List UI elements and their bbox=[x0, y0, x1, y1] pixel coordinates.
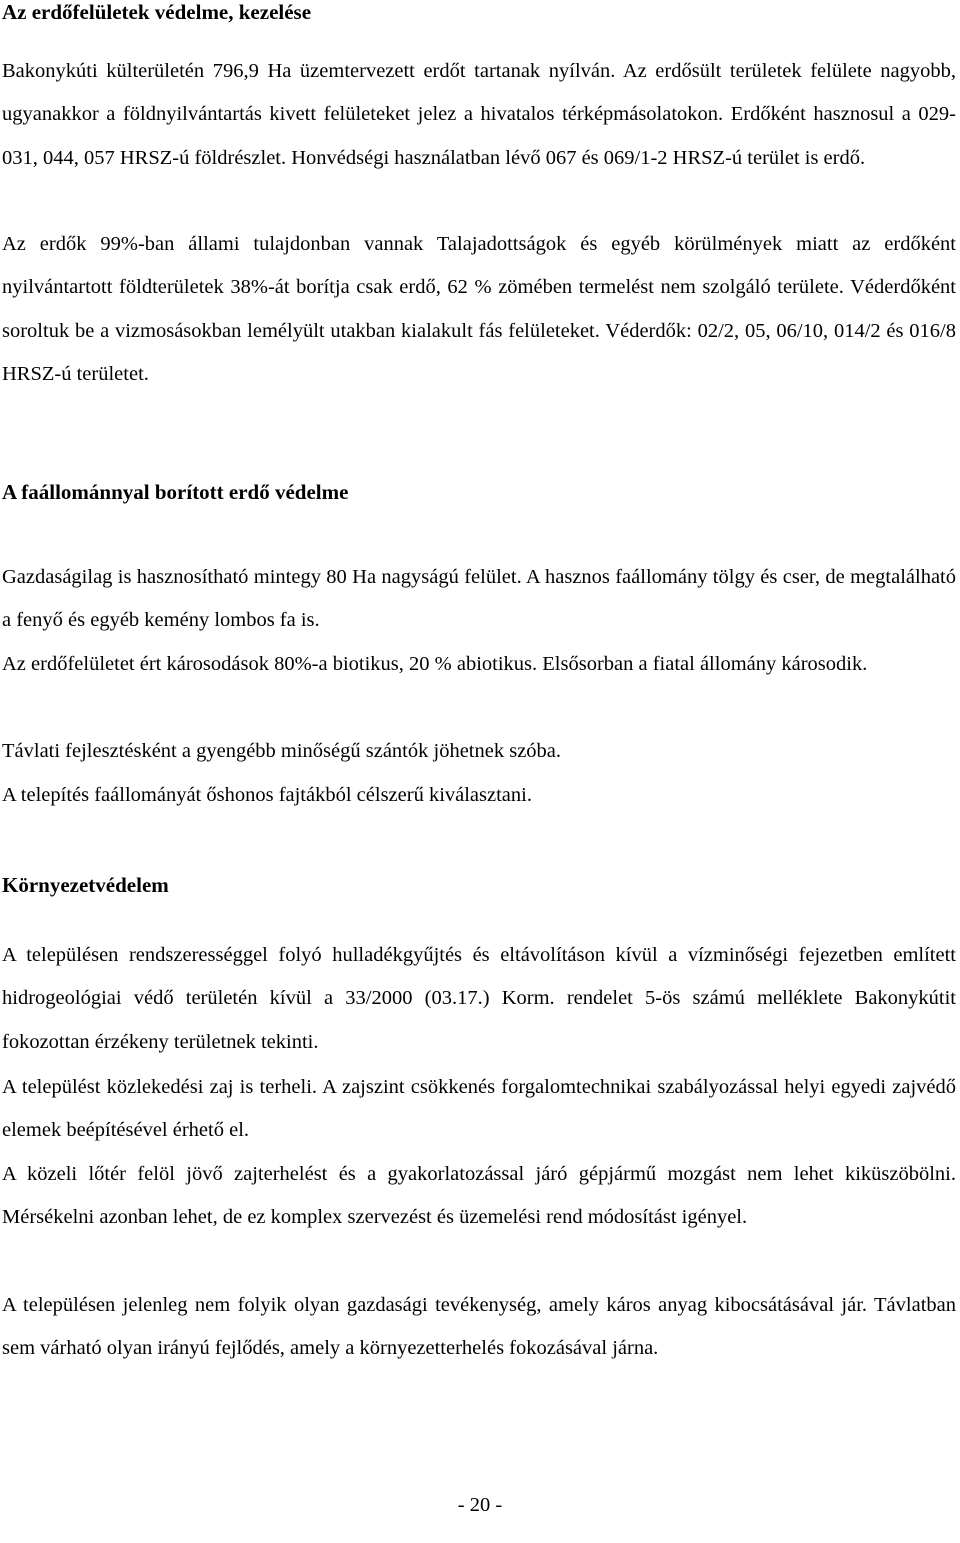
paragraph-waste: A településen rendszerességgel folyó hulladékgyűjtés és eltávolításon kívül a vízminőségi fejezetben említett hidrogeológiai védő területén kívül a 33/2000 (03.17.) Korm. rendelet 5-ös számú melléklete Bakonykútit fokozottan érzékeny területnek tekinti. bbox=[2, 944, 956, 1053]
paragraph-planting: A telepítés faállományát őshonos fajtákból célszerű kiválasztani. bbox=[2, 784, 532, 806]
page-number: - 20 - bbox=[457, 1494, 503, 1516]
paragraph-forest-area: Bakonykúti külterületén 796,9 Ha üzemtervezett erdőt tartanak nyílván. Az erdősült területek felülete nagyobb, ugyanakkor a földnyilvántartás kivett felületeket jelez a hivatalos térképmásolatokon. Erdőként hasznosul a 029-031, 044, 057 HRSZ-ú földrészlet. Honvédségi használatban lévő 067 és 069/1-2 HRSZ-ú terület is erdő. bbox=[2, 60, 956, 169]
paragraph-development: Távlati fejlesztésként a gyengébb minőségű szántók jöhetnek szóba. bbox=[2, 740, 562, 762]
paragraph-forest-ownership: Az erdők 99%-ban állami tulajdonban vannak Talajadottságok és egyéb körülmények miatt az erdőként nyilvántartott földterületek 38%-át borítja csak erdő, 62 % zömében termelést nem szolgáló területe. Véderdőként soroltuk be a vizmosásokban lemélyült utakban kialakult fás felületeket. Véderdők: 02/2, 05, 06/10, 014/2 és 016/8 HRSZ-ú területet. bbox=[2, 233, 956, 386]
paragraph-damage: Az erdőfelületet ért károsodások 80%-a biotikus, 20 % abiotikus. Elsősorban a fiatal állomány károsodik. bbox=[2, 653, 868, 675]
paragraph-shooting-range: A közeli lőtér felöl jövő zajterhelést és a gyakorlatozással járó gépjármű mozgást nem lehet kiküszöbölni. Mérsékelni azonban lehet, de ez komplex szervezést és üzemelési rend módosítást igényel. bbox=[2, 1163, 956, 1229]
section-heading-stand-protection: A faállománnyal borított erdő védelme bbox=[2, 480, 349, 504]
section-heading-environment: Környezetvédelem bbox=[2, 873, 169, 897]
paragraph-traffic-noise: A települést közlekedési zaj is terheli. A zajszint csökkenés forgalomtechnikai szabályozással helyi egyedi zajvédő elemek beépítésével érhető el. bbox=[2, 1076, 956, 1142]
paragraph-usable-area: Gazdaságilag is hasznosítható mintegy 80 Ha nagyságú felület. A hasznos faállomány tölgy és cser, de megtalálható a fenyő és egyéb kemény lombos fa is. bbox=[2, 566, 956, 632]
section-heading-forest-protection: Az erdőfelületek védelme, kezelése bbox=[2, 0, 312, 24]
paragraph-economic-activity: A településen jelenleg nem folyik olyan gazdasági tevékenység, amely káros anyag kibocsátásával jár. Távlatban sem várható olyan irányú fejlődés, amely a környezetterhelés fokozásával járna. bbox=[2, 1294, 956, 1360]
